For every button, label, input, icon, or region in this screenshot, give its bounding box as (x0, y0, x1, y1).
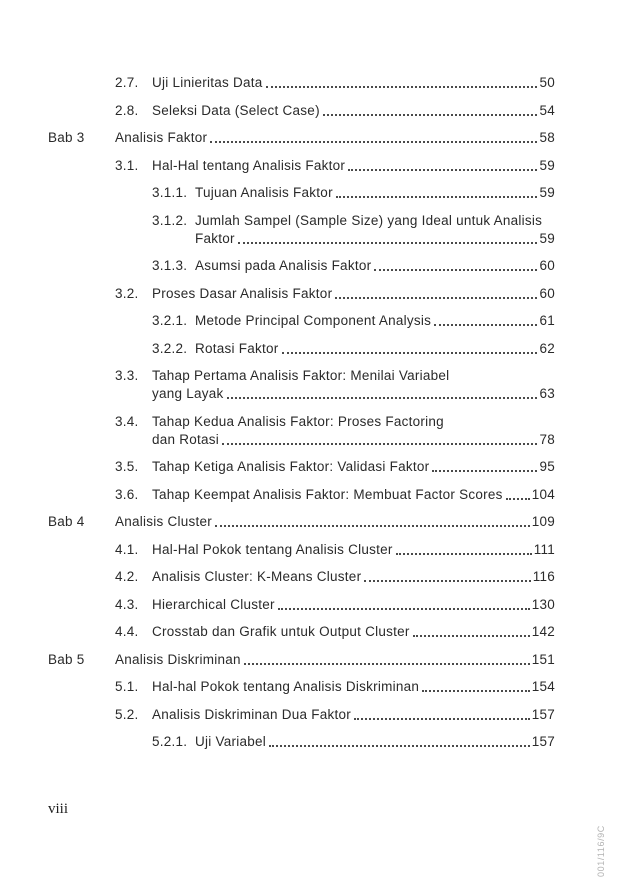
entry-title: Seleksi Data (Select Case) (152, 102, 320, 118)
entry-title: Jumlah Sampel (Sample Size) yang Ideal untuk Analisis (195, 212, 543, 228)
page-number: 130 (531, 596, 555, 612)
dot-leader (422, 689, 530, 692)
dot-leader (266, 85, 538, 88)
toc-entry-section (48, 157, 555, 174)
entry-title: Hal-Hal Pokok tentang Analisis Cluster (152, 541, 393, 557)
page-number: 50 (539, 75, 555, 90)
dot-leader (336, 195, 538, 198)
toc-entry-subsection (48, 184, 555, 201)
entry-title: Tujuan Analisis Faktor (195, 185, 333, 200)
dot-leader (222, 442, 537, 445)
page-number: 142 (531, 624, 555, 639)
entry-title: Hal-hal Pokok tentang Analisis Diskriminan (152, 679, 420, 694)
dot-leader (278, 607, 530, 610)
toc-entry-subsection (48, 257, 555, 274)
section-number: 4.2. (115, 569, 139, 584)
toc-entry-subsection (48, 733, 555, 750)
entry-title: Tahap Kedua Analisis Faktor: Proses Factoring (152, 413, 444, 429)
page-number: 60 (539, 285, 555, 301)
toc-entry-chapter (48, 513, 555, 530)
chapter-label: Bab 3 (48, 130, 85, 145)
entry-title: Analisis Cluster (115, 514, 213, 529)
page-number: 78 (539, 431, 555, 447)
dot-leader (506, 497, 530, 500)
toc-entry-chapter (48, 129, 555, 146)
toc-entry-section (48, 568, 555, 585)
chapter-label: Bab 5 (48, 651, 85, 667)
section-number: 3.6. (115, 486, 139, 502)
entry-title: Tahap Ketiga Analisis Faktor: Validasi Faktor (152, 459, 430, 474)
section-number: 4.4. (115, 624, 139, 639)
page-number: 116 (532, 569, 555, 584)
entry-title: Hal-Hal tentang Analisis Faktor (152, 157, 346, 173)
section-number: 4.1. (115, 541, 139, 557)
dot-leader (227, 396, 538, 399)
entry-title: Analisis Diskriminan (115, 651, 241, 667)
dot-leader (354, 717, 530, 720)
toc-entry-section (48, 367, 555, 384)
dot-leader (269, 744, 530, 747)
entry-title: Hierarchical Cluster (152, 596, 275, 612)
entry-title: Uji Variabel (195, 734, 267, 749)
page-number: 62 (539, 340, 555, 356)
page-number: 157 (531, 734, 555, 749)
entry-title: yang Layak (152, 386, 224, 401)
page-number: 157 (531, 706, 555, 722)
page-number: 54 (539, 102, 555, 118)
page-number: 61 (539, 313, 555, 328)
toc-entry-section (48, 706, 555, 723)
page-number: 58 (539, 130, 555, 145)
subsection-number: 5.2.1. (152, 734, 188, 749)
page-number: 109 (531, 514, 555, 529)
side-print-code: 001/116/9C (596, 825, 606, 877)
toc (48, 74, 555, 761)
section-number: 4.3. (115, 596, 139, 612)
dot-leader (282, 351, 538, 354)
dot-leader (374, 268, 537, 271)
subsection-number: 3.1.3. (152, 258, 188, 273)
section-number: 2.7. (115, 75, 139, 90)
section-number: 2.8. (115, 102, 139, 118)
toc-entry-section (48, 596, 555, 613)
subsection-number: 3.1.2. (152, 212, 188, 228)
footer-page-number: viii (48, 801, 69, 817)
dot-leader (244, 662, 530, 665)
entry-title: dan Rotasi (152, 431, 220, 447)
dot-leader (364, 579, 530, 582)
subsection-number: 3.2.1. (152, 313, 188, 328)
page-number: 111 (533, 541, 555, 557)
entry-title: Asumsi pada Analisis Faktor (195, 258, 372, 273)
toc-entry-section-continuation (48, 385, 555, 402)
section-number: 3.4. (115, 413, 139, 429)
dot-leader (210, 140, 537, 143)
subsection-number: 3.1.1. (152, 185, 188, 200)
dot-leader (434, 323, 537, 326)
page-number: 59 (539, 230, 555, 246)
entry-title: Metode Principal Component Analysis (195, 313, 432, 328)
toc-entry-section (48, 413, 555, 430)
toc-entry-subsection (48, 212, 555, 229)
section-number: 3.2. (115, 285, 139, 301)
entry-title: Tahap Pertama Analisis Faktor: Menilai Variabel (152, 368, 450, 383)
entry-title: Analisis Faktor (115, 130, 208, 145)
toc-entry-subsection (48, 312, 555, 329)
section-number: 5.2. (115, 706, 139, 722)
chapter-label: Bab 4 (48, 514, 85, 529)
toc-entry-subsection-continuation (48, 230, 555, 247)
page-number: 154 (531, 679, 555, 694)
page-number: 59 (539, 157, 555, 173)
toc-entry-section (48, 285, 555, 302)
toc-entry-section (48, 102, 555, 119)
toc-entry-subsection (48, 340, 555, 357)
section-number: 5.1. (115, 679, 139, 694)
entry-title: Faktor (195, 230, 235, 246)
dot-leader (396, 552, 532, 555)
page-number: 60 (539, 258, 555, 273)
dot-leader (238, 241, 538, 244)
toc-entry-section (48, 678, 555, 695)
toc-entry-section (48, 74, 555, 91)
entry-title: Analisis Cluster: K-Means Cluster (152, 569, 362, 584)
toc-entry-section (48, 623, 555, 640)
page-number: 63 (539, 386, 555, 401)
entry-title: Tahap Keempat Analisis Faktor: Membuat Factor Scores (152, 486, 503, 502)
page-number: 95 (539, 459, 555, 474)
section-number: 3.5. (115, 459, 139, 474)
toc-entry-section (48, 458, 555, 475)
entry-title: Analisis Diskriminan Dua Faktor (152, 706, 352, 722)
page-number: 59 (539, 185, 555, 200)
dot-leader (413, 634, 530, 637)
toc-entry-section-continuation (48, 431, 555, 448)
page-number: 104 (531, 486, 555, 502)
toc-entry-section (48, 541, 555, 558)
entry-title: Crosstab dan Grafik untuk Output Cluster (152, 624, 410, 639)
page-number: 151 (531, 651, 555, 667)
entry-title: Rotasi Faktor (195, 340, 279, 356)
subsection-number: 3.2.2. (152, 340, 188, 356)
entry-title: Uji Linieritas Data (152, 75, 263, 90)
toc-entry-chapter (48, 651, 555, 668)
dot-leader (348, 168, 537, 171)
toc-entry-section (48, 486, 555, 503)
section-number: 3.1. (115, 157, 139, 173)
dot-leader (323, 113, 538, 116)
section-number: 3.3. (115, 368, 139, 383)
entry-title: Proses Dasar Analisis Faktor (152, 285, 333, 301)
dot-leader (432, 469, 537, 472)
dot-leader (335, 296, 537, 299)
dot-leader (215, 524, 530, 527)
